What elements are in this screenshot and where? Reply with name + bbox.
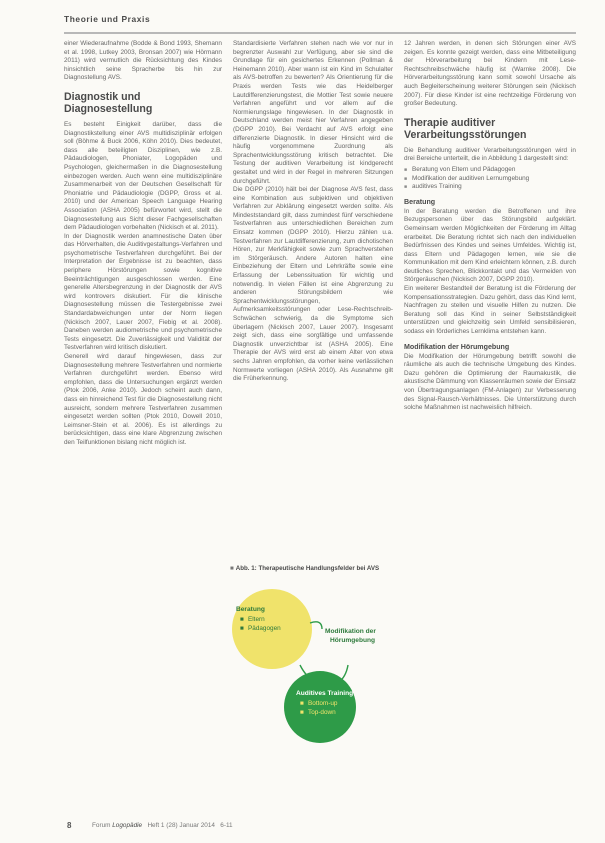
list-item: ■ Modifikation der auditiven Lernumgebung <box>404 175 576 184</box>
figure-therapy-fields <box>230 565 400 755</box>
paragraph: 12 Jahren werden, in denen sich Störungen einer AVS zeigen. Es konnte gezeigt werden, dass eine Mitbeteiligung der Hörverarbeitung bei Kindern mit Lese-Rechtschreibschwäche häufig ist (Warnke 2008). Die Hörverarbeitungsstörung kann somit sowohl Ursache als auch Begleiterscheinung weiterer Störungen sein (Nickisch 2007). Für diese Kinder ist eine rechtzeitige Förderung von großer Bedeutung. <box>404 40 576 108</box>
bullet-icon: ■ <box>300 700 304 707</box>
bullet-icon: ■ <box>240 616 244 623</box>
section-heading: Therapie auditiver Verarbeitungsstörungen <box>404 116 527 141</box>
paragraph: Die Behandlung auditiver Verarbeitungsstörungen wird in drei Bereiche unterteilt, die in Abbildung 1 dargestellt sind: <box>404 146 576 163</box>
page-number: 8 <box>67 821 72 830</box>
beratung-item: Eltern <box>248 616 265 623</box>
training-item: Bottom-up <box>308 700 338 707</box>
paragraph: Die Modifikation der Hörumgebung betrifft sowohl die räumliche als auch die technische Umgebung des Kindes. Dazu gehören die Optimierung der Raumakustik, die akustische Dämmung von Klassenräumen sowie der Einsatz von Übertragungsanlagen (FM-Anlagen) zur Verbesserung des Signal-Rausch-Verhältnisses. Die Unterstützung durch solche Maßnahmen ist nachweislich hilfreich. <box>404 352 576 412</box>
header-rule <box>64 32 576 34</box>
bullet-icon: ■ <box>300 709 304 716</box>
paragraph: In der Beratung werden die Betroffenen und ihre Bezugspersonen über das Störungsbild aufgeklärt. Gemeinsam werden Möglichkeiten der Förderung im Alltag erarbeitet. Die Beratung richtet sich nach den individuellen Bedürfnissen des Kindes und seines Umfeldes. Wichtig ist, dass Eltern und Pädagogen lernen, wie sie die Kommunikation mit dem Kind erleichtern können, z.B. durch deutliches Sprechen, Blickkontakt und das Vermeiden von Störgeräuschen (Nickisch 2007, DGPP 2010). <box>404 207 576 284</box>
figure-caption-text: Therapeutische Handlungsfelder bei AVS <box>258 565 380 572</box>
paragraph: In der Diagnostik werden anamnestische Daten über das Hörverhalten, die Auditivgestaltungs-Verfahren und psychometrische Testverfahren durchgeführt. Bei der Interpretation der Ergebnisse ist zu beachten, dass periphere Hörstörungen sowie kognitive Beeinträchtigungen ausgeschlossen werden. Eine generelle Altersbegrenzung in der Diagnostik der AVS wird kontrovers diskutiert. Für die klinische Diagnosestellung müssen die Testergebnisse zwei Standardabweichungen unter der Norm liegen (Nickisch 2007, Lauer 2007, Fiebig et al. 2008). Daneben werden audiometrische und psychometrische Tests eingesetzt. Die Zuverlässigkeit und Validität der Testverfahren wird kritisch diskutiert. <box>64 232 222 352</box>
section-heading: Diagnostik und Diagnosestellung <box>64 90 153 115</box>
paragraph: Ein weiterer Bestandteil der Beratung ist die Förderung der Kompensationsstrategien. Dazu gehört, dass das Kind lernt, Nachfragen zu stellen und visuelle Hilfen zu nutzen. Die Beratung soll das Kind in seiner Selbstständigkeit unterstützen und gleichzeitig sein Umfeld sensibilisieren, sodass ein förderliches Lernklima entstehen kann. <box>404 285 576 336</box>
footer-pages: 6-11 <box>220 822 233 829</box>
column-2 <box>233 40 393 384</box>
training-circle <box>284 671 356 743</box>
training-title: Auditives Training <box>296 690 354 697</box>
paragraph: Es besteht Einigkeit darüber, dass die Diagnostikstellung einer AVS multidisziplinär erfolgen soll (Böhme & Buck 2006, Köhn 2010). Dies bedeutet, dass alle beteiligten Disziplinen, wie z.B. Pädaudiologen, Phoniater, Logopäden und Psychologen, gleichermaßen in die Diagnosestellung einbezogen werden. Auch wenn eine multidisziplinäre Zusammenarbeit von der Deutschen Gesellschaft für Phoniatrie und Pädaudiologie (DGPP, Gross et al. 2010) und der American Speech Language Hearing Association (ASHA 2005) befürwortet wird, stellt die Diagnosestellung aus Sicht dieser Fachgesellschaften dem Pädaudiologen vorbehalten (Nickisch et al. 2011). <box>64 120 222 232</box>
paragraph: Die DGPP (2010) hält bei der Diagnose AVS fest, dass eine Kombination aus subjektiven und objektiven Verfahren zur Abklärung eingesetzt werden sollte. Als Mindeststandard gilt, dass zumindest fünf verschiedene Testverfahren aus unterschiedlichen Bereichen zum Einsatz kommen (DGPP 2010). Hierzu zählen u.a. Testverfahren zur Lautdifferenzierung, zum dichotischen Hören, zur Merkfähigkeit sowie zum Sprachverstehen im Störgeräusch. Andere Autoren halten eine Einbeziehung der Eltern und Lehrkräfte sowie eine Erfassung der Lebenssituation für wichtig und notwendig. In vielen Fällen ist eine Abgrenzung zu anderen Störungsbildern wie Sprachentwicklungsstörungen, Aufmerksamkeitsstörungen oder Lese-Rechtschreib-Schwächen schwierig, da die Symptome sich überlagern (Nickisch 2007, Lauer 2007). Insgesamt zeigt sich, dass eine sorgfältige und umfassende Diagnostik unverzichtbar ist (ASHA 2005). Eine Therapie der AVS wird erst ab einem Alter von etwa sechs Jahren empfohlen, da vorher keine verlässlichen Normwerte vorliegen (ASHA 2010). Als Ausnahme gilt die Früherkennung. <box>233 186 393 383</box>
training-item: Top-down <box>308 709 336 716</box>
paragraph: Generell wird darauf hingewiesen, dass zur Diagnosestellung mehrere Testverfahren und normierte Verfahren durchgeführt werden. Ebenso wird empfohlen, dass die Untersuchungen ergänzt werden (Ptok 2006, Anke 2010). Jedoch scheint auch dann, dass ein hinreichend Test für die Diagnosestellung nicht ausreicht, sondern mehrere Testverfahren zusammen eingesetzt werden sollten (Ptok 2010, Dowell 2010, Leimsner-Stein et al. 2006). Es ist allerdings zu berücksichtigen, dass eine klare Abgrenzung zwischen den Teilfunktionen bislang nicht möglich ist. <box>64 353 222 446</box>
paragraph: Standardisierte Verfahren stehen nach wie vor nur in begrenzter Auswahl zur Verfügung, aber sie sind die Grundlage für ein gesichertes Erkennen (Pollman & Heinemann 2010). Aber wann ist ein Kind im Schulalter als AVS-betroffen zu bewerten? Als Orientierung für die Praxis werden Tests wie das Heidelberger Lautdifferenzierungstest, die Mottier Test sowie neuere Verfahren angeführt und vor allem auf die Normierungslage hingewiesen. In der Diagnostik in Deutschland werden meist hier Verfahren angegeben (DGPP 2010). Bei Verdacht auf AVS erfolgt eine differenzierte Diagnostik. In dieser Hinsicht wird die häufig vorgenommene Zuordnung als Sprachentwicklungsstörung kritisch betrachtet. Die Testung der auditiven Verarbeitung ist kindgerecht gestaltet und wird in der Regel in mehreren Sitzungen durchgeführt. <box>233 40 393 185</box>
modifikation-title-line1: Modifikation der <box>325 628 376 635</box>
beratung-item: Pädagogen <box>248 625 281 632</box>
subheading: Modifikation der Hörumgebung <box>404 342 510 351</box>
list-item: ■ Beratung von Eltern und Pädagogen <box>404 166 576 175</box>
list-item: ■ auditives Training <box>404 183 576 192</box>
paragraph: einer Wiederaufnahme (Bodde & Bond 1993, Shemann et al. 1998, Lutkey 2003, Bronsan 2007) wie Hörmann 2011) wird vermutlich die Rücksichtung des Kindes hinsichtlich seine Spracherbe bis hin zur Diagnostellung AVS. <box>64 40 222 82</box>
column-3 <box>404 40 576 413</box>
figure-caption: ■ Abb. 1: Therapeutische Handlungsfelder bei AVS <box>230 565 380 572</box>
column-1 <box>64 40 222 448</box>
therapy-list <box>404 166 576 192</box>
footer <box>92 822 233 829</box>
figure-diagram <box>230 577 400 757</box>
modifikation-title-line2: Hörumgebung <box>330 637 376 644</box>
section-title: Theorie und Praxis <box>64 14 151 24</box>
beratung-title: Beratung <box>236 606 265 613</box>
footer-forum: Forum <box>92 822 111 829</box>
figure-caption-prefix: Abb. 1: <box>235 565 257 572</box>
subheading: Beratung <box>404 197 436 206</box>
bullet-icon: ■ <box>240 625 244 632</box>
footer-issue: Heft 1 (28) Januar 2014 <box>147 822 215 829</box>
footer-logo: Logopädie <box>112 822 143 829</box>
